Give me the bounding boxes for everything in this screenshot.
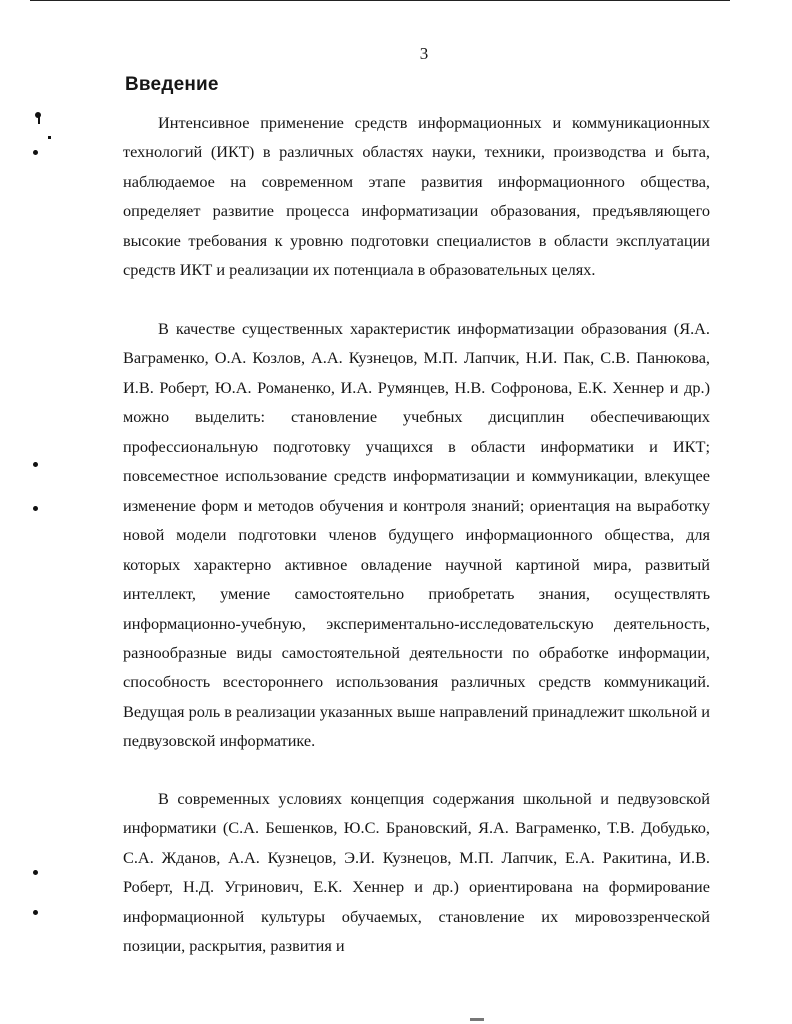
scan-dot bbox=[33, 506, 38, 511]
scan-dot bbox=[33, 462, 38, 467]
scan-dot bbox=[33, 910, 38, 915]
page-top-edge bbox=[30, 0, 730, 1]
paragraph-intro: Интенсивное применение средств информационных и коммуникационных технологий (ИКТ) в различных областях науки, техники, производства и быта, наблюдаемое на современном этапе развития информационного общества, определяет развитие процесса информатизации образования, предъявляющего высокие требования к уровню подготовки специалистов в области эксплуатации средств ИКТ и реализации их потенциала в образовательных целях. bbox=[123, 113, 710, 280]
section-heading: Введение bbox=[125, 74, 219, 95]
paragraph-characteristics: В качестве существенных характеристик информатизации образования (Я.А. Ваграменко, О.А. Козлов, А.А. Кузнецов, М.П. Лапчик, Н.И. Пак, С.В. Панюкова, И.В. Роберт, Ю.А. Романенко, И.А. Румянцев, Н.В. Софронова, Е.К. Хеннер и др.) можно выделить: становление учебных дисциплин обеспечивающих профессиональную подготовку учащихся в области информатики и ИКТ; повсеместное использование средств информатизации и коммуникации, влекущее изменение форм и методов обучения и контроля знаний; ориентация на выработку новой модели подготовки членов будущего информационного общества, для которых характерно активное овладение научной картиной мира, развитый интеллект, умение самостоятельно приобретать знания, осуществлять информационно-учебную, экспериментально-исследовательскую деятельность, разнообразные виды самостоятельной деятельности по обработке информации, способность всестороннего использования различных средств коммуникаций. Ведущая роль в реализации указанных выше направлений принадлежит школьной и педвузовской информатике. bbox=[123, 319, 710, 751]
scan-dot bbox=[33, 150, 38, 155]
paragraph-concept: В современных условиях концепция содержания школьной и педвузовской информатики (С.А. Бешенков, Ю.С. Брановский, Я.А. Ваграменко, Т.В. Добудько, С.А. Жданов, А.А. Кузнецов, Э.И. Кузнецов, М.П. Лапчик, Е.А. Ракитина, И.В. Роберт, Н.Д. Угринович, Е.К. Хеннер и др.) ориентирована на формирование информационной культуры обучаемых, становление их мировоззренческой позиции, раскрытия, развития и bbox=[123, 789, 710, 956]
scan-bottom-mark bbox=[470, 1018, 484, 1021]
scan-dot bbox=[33, 870, 38, 875]
scan-tick bbox=[38, 116, 40, 124]
page-number: 3 bbox=[419, 44, 429, 63]
scan-dot bbox=[48, 136, 51, 139]
